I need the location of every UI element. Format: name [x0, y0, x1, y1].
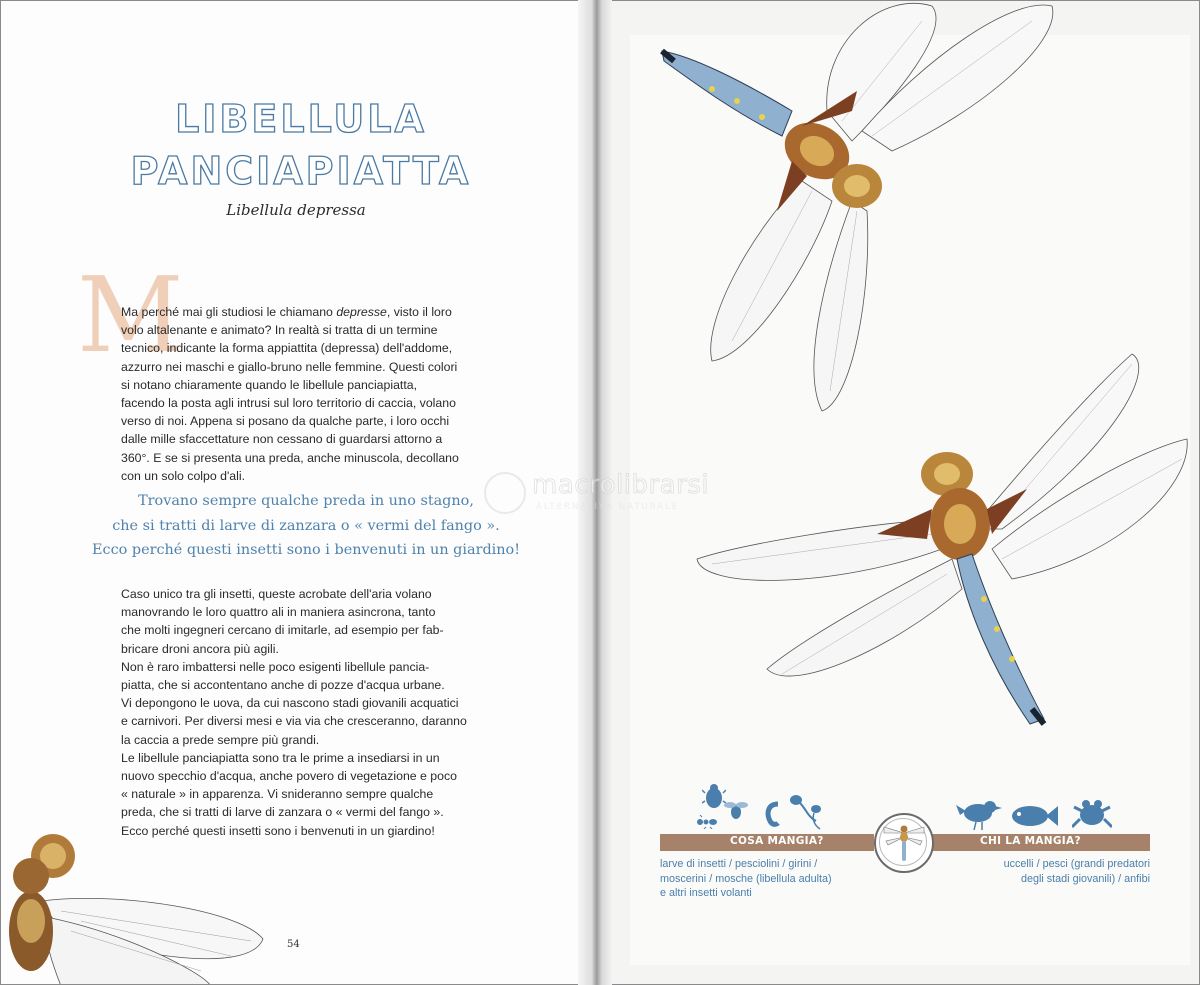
- quote-line: che si tratti di larve di zanzara o « vermi del fango ».: [112, 517, 500, 534]
- text-line: verso di noi. Appena si posano da qualche parte, i loro occhi: [121, 414, 450, 429]
- paragraph-2: [121, 585, 473, 840]
- scientific-name: Libellula depressa: [226, 201, 366, 219]
- text-line: volo altalenante e animato? In realtà si tratta di un termine: [121, 323, 438, 338]
- prey-line: e altri insetti volanti: [660, 887, 752, 899]
- text-line: Caso unico tra gli insetti, queste acrobate dell'aria volano: [121, 587, 432, 601]
- text-line: dalle mille sfaccettature non cessano di guardarsi attorno a: [121, 432, 443, 447]
- quote-line: Trovano sempre qualche preda in uno stagno,: [138, 493, 474, 509]
- prey-line: moscerini / mosche (libellula adulta): [660, 872, 832, 885]
- predator-list: [950, 857, 1150, 886]
- fly-icon: [724, 799, 748, 821]
- ant-icon: [696, 815, 718, 829]
- dragonfly-icon: [880, 819, 928, 867]
- text-line: facendo la posta agli intrusi sul loro territorio di caccia, volano: [121, 396, 456, 411]
- text-line: azzurro nei maschi e giallo-bruno nelle femmine. Questi colori: [121, 359, 458, 374]
- text-line: preda, che si tratti di larve di zanzara o « vermi del fango ».: [121, 805, 444, 820]
- text-line: e carnivori. Per diversi mesi e via via che cresceranno, daranno: [121, 714, 467, 729]
- watermark: [484, 468, 744, 518]
- pull-quote: [61, 489, 551, 563]
- italic-term: depresse: [336, 305, 387, 319]
- bird-icon: [956, 797, 1002, 831]
- prey-line: larve di insetti / pesciolini / girini /: [660, 858, 818, 870]
- page-number: 54: [287, 939, 300, 950]
- leaf-logo-icon: [484, 472, 526, 514]
- shrimp-icon: [764, 801, 784, 827]
- text-line: con un solo colpo d'ali.: [121, 468, 246, 483]
- text-line: 360°. E se si presenta una preda, anche minuscola, decollano: [121, 450, 459, 465]
- fish-icon: [1008, 801, 1058, 831]
- text-line: si notano chiaramente quando le libellule panciapiatta,: [121, 377, 418, 392]
- text-line: Le libellule panciapiatta sono tra le prime a insediarsi in un: [121, 750, 440, 765]
- dragonfly-wing: [41, 898, 263, 984]
- predator-line: degli stadi giovanili) / anfibi: [1020, 872, 1150, 885]
- predator-line: uccelli / pesci (grandi predatori: [1003, 858, 1150, 870]
- food-chain-section: [660, 779, 1150, 919]
- eaten-by-label: CHI LA MANGIA?: [980, 835, 1081, 847]
- text-line: Vi depongono le uova, da cui nascono stadi giovanili acquatici: [121, 696, 459, 711]
- paragraph-1: [121, 303, 473, 485]
- text-line: manovrando le loro quattro ali in maniera asincrona, tanto: [121, 605, 436, 620]
- text-line: tecnico, indicante la forma appiattita (depressa) dell'addome,: [121, 341, 453, 356]
- text-line: Non è raro imbattersi nelle poco esigenti libellule pancia-: [121, 659, 430, 674]
- text-line: Ma perché mai gli studiosi le chiamano depresse, visto il loro: [121, 305, 452, 319]
- text-line: la caccia a prede sempre più grandi.: [121, 732, 320, 747]
- beetle-icon: [702, 783, 726, 809]
- tadpole-icon: [786, 791, 826, 831]
- dragonfly-medallion: [874, 813, 934, 873]
- text-line: bricare droni ancora più agili.: [121, 641, 279, 656]
- title-line-1: LIBELLULA: [175, 97, 427, 141]
- text-line: nuovo specchio d'acqua, anche povero di vegetazione e poco: [121, 769, 457, 784]
- title-line-2: PANCIAPIATTA: [130, 149, 472, 193]
- text-line: « naturale » in apparenza. Vi snideranno sempre qualche: [121, 787, 434, 802]
- eats-label: COSA MANGIA?: [730, 835, 824, 847]
- corner-dragonfly-illustration: [1, 821, 291, 984]
- dragonfly-illustration-middle: [692, 349, 1192, 729]
- frog-icon: [1072, 795, 1112, 831]
- drop-cap: M: [77, 254, 184, 376]
- text-line: che molti ingegneri cercano di imitarle, ad esempio per fab-: [121, 623, 444, 638]
- page-title: [121, 93, 481, 197]
- watermark-name: macrolibrarsi: [532, 470, 710, 500]
- watermark-tagline: ALTERNATIVA NATURALE: [536, 502, 680, 512]
- text-line: Ecco perché questi insetti sono i benvenuti in un giardino!: [121, 823, 435, 838]
- text-line: piatta, che si accontentano anche di pozze d'acqua urbane.: [121, 678, 445, 693]
- quote-line: Ecco perché questi insetti sono i benvenuti in un giardino!: [92, 542, 520, 558]
- prey-list: [660, 857, 870, 901]
